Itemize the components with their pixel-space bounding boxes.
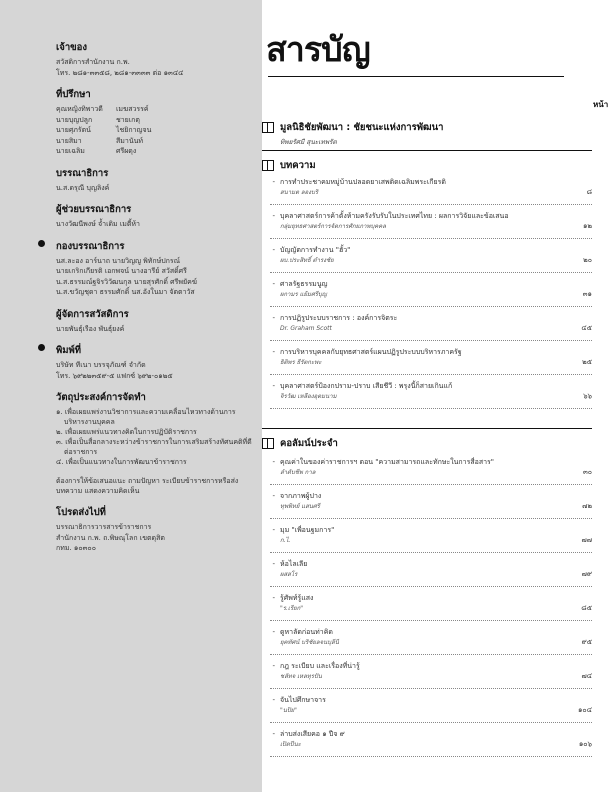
toc-dotted-rule <box>270 374 592 375</box>
printer-phone: โทร. ๖๙๒๒๓๕๙-๕ แฟกซ์ ๖๙๒-๐๑๒๕ <box>56 371 173 380</box>
toc-dash: - <box>272 246 275 254</box>
asst-editor-name: นางวัฒนีพงษ์ จ้ำเดิม เมตี้ห้า <box>56 220 140 228</box>
toc-entry-body <box>280 314 530 333</box>
printer-name: บริษัท ทีเนา บรรจุภัณฑ์ จำกัด <box>56 361 146 369</box>
masthead-content <box>56 40 256 563</box>
send-to-line: กทม. ๑๐๓๐๐ <box>56 544 96 552</box>
toc-entry[interactable] <box>262 730 592 749</box>
toc-entry-row <box>262 594 592 613</box>
toc-dotted-rule <box>270 586 592 587</box>
advisors-heading: ที่ปรึกษา <box>56 89 91 100</box>
toc-entry-title[interactable]: จากภาพผู้ปาง <box>280 492 322 500</box>
toc-entry-body <box>280 492 530 511</box>
toc-entry-title[interactable]: จันไปศึกษาจาร <box>280 696 326 704</box>
toc-entry-title[interactable]: กฎ ระเบียบ และเรื่องที่น่ารู้ <box>280 662 360 670</box>
feature-title[interactable]: มูลนิธิชัยพัฒนา : ชัยชนะแห่งการพัฒนา <box>280 122 444 133</box>
toc-entry-author: ลำดับชีพ กาล <box>280 468 316 476</box>
articles-heading-text: บทความ <box>280 160 316 171</box>
title-divider <box>268 76 564 77</box>
editor-name: น.ส.ดรุณี บุญลิงค์ <box>56 183 110 192</box>
advisor-row <box>56 115 256 126</box>
toc-entry[interactable] <box>262 212 592 231</box>
editorial-board-heading <box>56 239 256 254</box>
toc-entry[interactable] <box>262 458 592 477</box>
toc-dash: - <box>272 730 275 738</box>
toc-entry-body <box>280 280 530 299</box>
toc-entry-title[interactable]: บุคลาศาสตร์ป้องกปราม-ปราบ เสียชีวี : พรุงนี้ก็สายเกินแก้ <box>280 382 453 390</box>
toc-entry-title[interactable]: บัญญัตการทำงาน "ฮั้ว" <box>280 246 351 254</box>
toc-entry-title[interactable]: การทำประชาคมหมู่บ้านปลอดยาเสพติดเฉลิมพระเกียรติ <box>280 178 446 186</box>
advisor-row <box>56 125 256 136</box>
toc-dotted-rule <box>270 620 592 621</box>
toc-entry-author: "ร.เรียก" <box>280 604 304 612</box>
toc-entry-author: ธิติพร ธีรัตกะพะ <box>280 358 322 366</box>
toc-entry-title[interactable]: คุณค่าในของค่าราชการฯ ตอน "ความสามารถและทักษะในการสื่อสาร" <box>280 458 495 466</box>
advisor-last-name: ไชยิกาญจน <box>116 126 152 134</box>
editor-heading: บรรณาธิการ <box>56 167 109 179</box>
book-icon <box>262 122 274 133</box>
board-line: น.ส.ธรรมณ์ฐจิรวิวัฒนกุล นายสุรศักดิ์ ศรีพยัคฆ์ <box>56 277 197 286</box>
articles-heading <box>262 158 592 173</box>
toc-dotted-rule <box>270 654 592 655</box>
page-column-label: หน้า <box>593 100 609 109</box>
toc-entry-page: ๖๖ <box>583 392 592 400</box>
toc-dash: - <box>272 594 275 602</box>
printer-heading <box>56 343 256 358</box>
purpose-item: ๔. เพื่อเป็นแนวทางในการพัฒนาข้าราชการ <box>56 458 187 466</box>
toc-entry-page: ๑๐๖ <box>578 740 592 748</box>
feature-author: ทิพยรัศมี สุนะเทพรัต <box>280 138 337 146</box>
toc-dash: - <box>272 280 275 288</box>
columns-heading-text: คอลัมน์ประจำ <box>280 438 338 449</box>
toc-entry-row <box>262 280 592 299</box>
toc-entry[interactable] <box>262 280 592 299</box>
toc-entry-body <box>280 594 530 613</box>
bullet-dot-icon <box>38 344 45 351</box>
toc-entry-author: ผกามร แย้มศรีบุญ <box>280 290 327 298</box>
toc-entry-page: ๒๕ <box>582 358 592 366</box>
columns-heading <box>262 436 592 451</box>
advisor-last-name: ชายเกตุ <box>116 115 140 124</box>
toc-entry-body <box>280 458 530 477</box>
toc-dotted-rule <box>270 756 592 757</box>
toc-dash: - <box>272 492 275 500</box>
board-line: น.ส.ขวัญชุดา ธรรมศักดิ์ นส.อังในมา จัตตาวัส <box>56 288 195 296</box>
toc-entry-row <box>262 178 592 197</box>
advisor-last-name: สีมานันท์ <box>116 136 144 145</box>
owner-line: สวัสดิการสำนักงาน ก.พ. <box>56 58 130 66</box>
toc-dash: - <box>272 560 275 568</box>
purpose-section <box>56 390 256 467</box>
section-divider <box>262 428 592 429</box>
toc-entry-row <box>262 526 592 545</box>
toc-dash: - <box>272 628 275 636</box>
advisor-last-name: เมฆสวรรค์ <box>116 105 149 113</box>
send-to-section <box>56 505 256 554</box>
book-icon <box>262 160 274 171</box>
purpose-item: ๓. เพื่อเป็นสื่อกลางระหว่างข้าราชการในการเสริมสร้างทัศนคติที่ดีต่อราชการ <box>56 438 252 456</box>
toc-dash: - <box>272 212 275 220</box>
advisors-section <box>56 87 256 157</box>
toc-entry[interactable] <box>262 594 592 613</box>
feature-section <box>262 120 592 147</box>
toc-entry-page: ๑๒ <box>582 222 592 230</box>
board-line: นส.ละอง อาร์นาถ นายวิญญู พิทักษ์ปกรณ์ <box>56 256 181 265</box>
toc-dash: - <box>272 382 275 390</box>
advisor-first-name: คุณหญิงทิพาวดี <box>56 105 103 113</box>
toc-dotted-rule <box>270 688 592 689</box>
page-title: สารบัญ <box>266 30 370 70</box>
toc-entry-row <box>262 560 592 579</box>
toc-entry-page: ๗๗ <box>581 536 592 544</box>
contents-column <box>262 0 612 792</box>
toc-dash: - <box>272 178 275 186</box>
advisor-row <box>56 146 256 157</box>
articles-heading-block <box>262 158 592 173</box>
toc-entry-page: ๒๐ <box>583 256 592 264</box>
toc-entry-page: ๓๑ <box>582 290 592 298</box>
toc-entry-page: ๙๕ <box>581 638 592 646</box>
toc-entry-body <box>280 730 530 749</box>
toc-entry-page: ๘๕ <box>581 604 592 612</box>
toc-entry-row <box>262 458 592 477</box>
toc-entry-title[interactable]: รู้ศัพท์รู้แสง <box>280 594 314 602</box>
toc-entry-author: "นปิย" <box>280 706 297 714</box>
toc-entry-page: ๑๐๔ <box>577 706 592 714</box>
asst-editor-section <box>56 202 256 230</box>
toc-dotted-rule <box>270 340 592 341</box>
advisor-last-name: ศรีผดุง <box>116 147 137 155</box>
toc-entry[interactable] <box>262 526 592 545</box>
toc-entry[interactable] <box>262 662 592 681</box>
asst-editor-heading: ผู้ช่วยบรรณาธิการ <box>56 204 132 215</box>
welfare-manager-name: นายพันธุ์เรือง พันธุ์ยงค์ <box>56 324 125 333</box>
toc-entry-page: ๗๙ <box>581 570 592 578</box>
toc-entry-author: สนามต ลองบริ <box>280 188 319 196</box>
book-icon <box>262 438 274 449</box>
toc-dotted-rule <box>270 238 592 239</box>
toc-entry-body <box>280 246 530 265</box>
toc-entry-row <box>262 492 592 511</box>
toc-entry-author: ผสสโร <box>280 570 298 578</box>
toc-entry-author: ชลัทจ เหลทุรปัน <box>280 672 322 680</box>
toc-entry-row <box>262 662 592 681</box>
toc-entry[interactable] <box>262 696 592 715</box>
advisor-row <box>56 136 256 147</box>
toc-entry-page: ๔๕ <box>581 324 592 332</box>
toc-entry-body <box>280 178 530 197</box>
toc-entry[interactable] <box>262 348 592 367</box>
toc-entry-author: ผบ.ประสิทธิ์ ดำรงชัย <box>280 256 334 264</box>
toc-entry[interactable] <box>262 178 592 197</box>
toc-entry-body <box>280 560 530 579</box>
board-line: นายเกริกเกียรติ เอกพจน์ นางอารีย์ สวัสดิ์ศรี <box>56 267 187 275</box>
toc-dotted-rule <box>270 306 592 307</box>
advisor-first-name: นายสิมา <box>56 136 82 145</box>
purpose-heading: วัตถุประสงค์การจัดทำ <box>56 392 146 403</box>
toc-entry[interactable] <box>262 628 592 647</box>
toc-entry-row <box>262 246 592 265</box>
feature-heading <box>262 120 592 135</box>
owner-section <box>56 40 256 78</box>
toc-entry-row <box>262 730 592 749</box>
owner-heading: เจ้าของ <box>56 42 87 53</box>
toc-dash: - <box>272 662 275 670</box>
toc-entry-row <box>262 314 592 333</box>
columns-heading-block <box>262 436 592 451</box>
toc-entry-author: ยุคทัศน์ บริชัยลจนบุลีนี <box>280 638 339 646</box>
toc-entry-title[interactable]: การบริหารบุคคลกับยุทธศาสตร์แผนปฏิรูประบบบริหารภาครัฐ <box>280 348 462 356</box>
toc-entry-row <box>262 628 592 647</box>
toc-entry[interactable] <box>262 314 592 333</box>
toc-entry-title[interactable]: การปฏิรูประบบราชการ : องค์การจิตระ <box>280 314 398 322</box>
toc-dash: - <box>272 696 275 704</box>
toc-dotted-rule <box>270 408 592 409</box>
advisor-first-name: นายเฉลิม <box>56 147 85 155</box>
toc-dash: - <box>272 458 275 466</box>
toc-entry-page: ๗๒ <box>582 502 592 510</box>
toc-dotted-rule <box>270 272 592 273</box>
toc-entry-title[interactable]: ดูหาลัดก่อนท่าคิด <box>280 628 333 636</box>
advisor-first-name: นายศุภรัตน์ <box>56 126 91 134</box>
contact-note: ต้องการให้ข้อเสนอแนะ ถามปัญหา ระเบียบข้าราชการหรือส่งบทความ แสดงความคิดเห็น <box>56 477 239 495</box>
masthead-sidebar <box>0 0 262 792</box>
title-block <box>266 22 370 76</box>
toc-entry-body <box>280 526 530 545</box>
editorial-board-section <box>56 239 256 298</box>
owner-phone: โทร. ๒๘๑-๓๓๕๘, ๒๘๑-๓๓๓๓ ต่อ ๑๓๔๔ <box>56 68 184 77</box>
toc-entry-page: ๘ <box>586 188 592 196</box>
toc-dash: - <box>272 526 275 534</box>
editorial-board-heading-text: กองบรรณาธิการ <box>56 240 125 252</box>
advisor-first-name: นายบุญปลูก <box>56 115 93 124</box>
toc-entry-title[interactable]: ล่าบส่งเสียคอ ๑ ปีจ ๙ <box>280 730 345 738</box>
toc-entry-body <box>280 348 530 367</box>
advisor-row <box>56 104 256 115</box>
toc-entry-author: ก.ไ. <box>280 536 291 544</box>
toc-entry-body <box>280 382 530 401</box>
toc-entry-title[interactable]: บุคลาศาสตร์การค้าตั้งห้ามครังรับรับในประเทศไทย : ผลการวิจัยและข้อเสนอ <box>280 212 509 220</box>
toc-dash: - <box>272 314 275 322</box>
toc-entry-author: Dr. Graham Scott <box>280 324 332 332</box>
toc-entry-body <box>280 212 530 231</box>
toc-entry[interactable] <box>262 246 592 265</box>
toc-entry-title[interactable]: มุม "เพื่อนฐมการ" <box>280 526 335 534</box>
send-to-line: สำนักงาน ก.พ. ถ.พิษณุโลก เขตดุสิต <box>56 533 165 542</box>
section-divider <box>262 150 592 151</box>
toc-dotted-rule <box>270 552 592 553</box>
toc-entry-row <box>262 212 592 231</box>
printer-section <box>56 343 256 381</box>
toc-entry[interactable] <box>262 382 592 401</box>
toc-entry-body <box>280 662 530 681</box>
send-to-line: บรรณาธิการวารสารข้าราชการ <box>56 523 152 531</box>
toc-entry-body <box>280 696 530 715</box>
toc-entry-author: ทุพพิทย์ แสนศรี <box>280 502 320 510</box>
purpose-item: ๑. เพื่อเผยแพร่งานวิชาการและความเคลื่อนไหวทางด้านการบริหารงานบุคคล <box>56 408 236 426</box>
toc-entry-author: เปิดปีนะ <box>280 740 301 748</box>
toc-dotted-rule <box>270 484 592 485</box>
toc-entry-body <box>280 628 530 647</box>
toc-entry-row <box>262 696 592 715</box>
toc-entry-page: ๗๔ <box>581 672 592 680</box>
welfare-manager-heading: ผู้จัดการสวัสดิการ <box>56 308 129 320</box>
toc-dotted-rule <box>270 518 592 519</box>
toc-dash: - <box>272 348 275 356</box>
toc-entry-title[interactable]: ห้อไลเลีย <box>280 560 308 568</box>
toc-entry-author: กลุ่มยุทธศาสตร์การจัดการศักยภาพบุคคล <box>280 222 386 230</box>
toc-entry-author: จิรวัฒ เหลืองอุดมนาม <box>280 392 337 400</box>
toc-dotted-rule <box>270 722 592 723</box>
bullet-dot-icon <box>38 240 45 247</box>
send-to-heading: โปรดส่งไปที่ <box>56 507 106 518</box>
toc-entry[interactable] <box>262 492 592 511</box>
toc-entry-title[interactable]: ศาลรัฐธรรมนูญ <box>280 280 328 288</box>
editor-section <box>56 166 256 194</box>
toc-dotted-rule <box>270 204 592 205</box>
toc-entry-page: ๓๐ <box>582 468 592 476</box>
toc-entry-row <box>262 348 592 367</box>
toc-entry[interactable] <box>262 560 592 579</box>
toc-entry-row <box>262 382 592 401</box>
printer-heading-text: พิมพ์ที่ <box>56 345 82 356</box>
purpose-item: ๒. เพื่อเผยแพร่แนวทางคิดในการปฏิบัติราชการ <box>56 428 197 436</box>
welfare-manager-section <box>56 307 256 335</box>
